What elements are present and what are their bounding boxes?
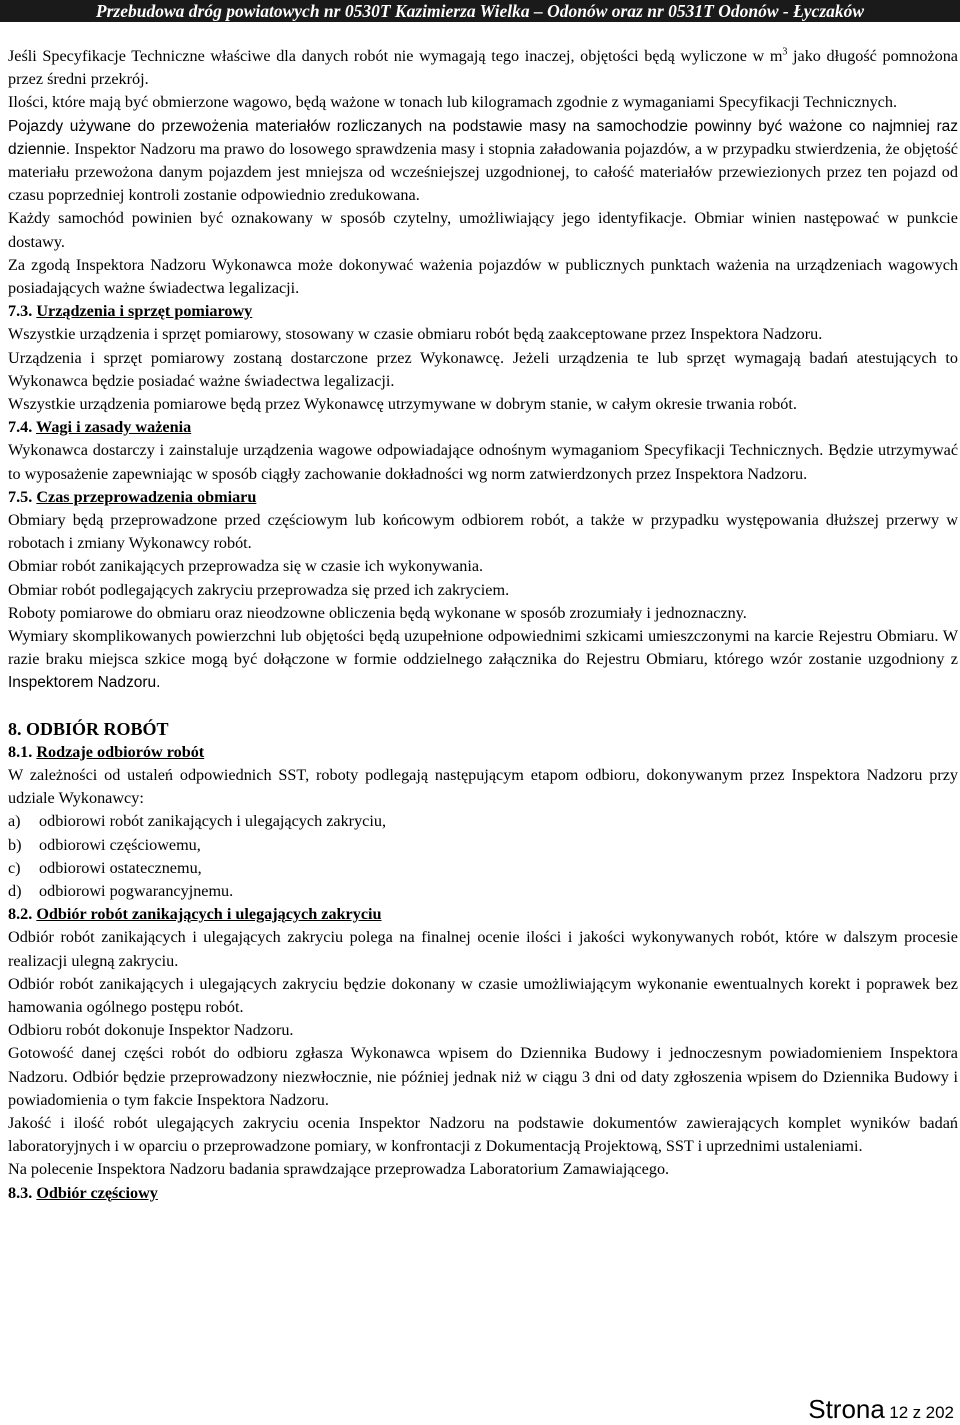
section-heading-7-4: 7.4. Wagi i zasady ważenia bbox=[8, 418, 192, 437]
paragraph: Obmiar robót podlegających zakryciu przeprowadza się przed ich zakryciem. bbox=[8, 580, 510, 599]
paragraph: Odbiór robót zanikających i ulegających zakryciu polega na finalnej ocenie ilości i jakości wykonywanych robót, które w dalszym procesie realizacji ulegną zakryciu. bbox=[8, 928, 958, 970]
section-heading-8-1: 8.1. Rodzaje odbiorów robót bbox=[8, 742, 205, 761]
paragraph: Obmiar robót zanikających przeprowadza się w czasie ich wykonywania. bbox=[8, 557, 484, 576]
paragraph-vehicle-weighing: Pojazdy używane do przewożenia materiałów rozliczanych na podstawie masy na samochodzie powinny być ważone co najmniej raz dziennie. Inspektor Nadzoru ma prawo do losowego sprawdzenia masy i stopnia załadowania pojazdów, a w przypadku stwierdzenia, że objętość materiału przewożona danym pojazdem jest mniejsza od wcześniejszej uzgodnionej, to całość materiałów przewiezionych przez ten pojazd od czasu poprzedniej kontroli zostanie odpowiednio zredukowana. bbox=[8, 117, 958, 205]
paragraph: Gotowość danej części robót do odbioru zgłasza Wykonawca wpisem do Dziennika Budowy i jednoczesnym powiadomieniem Inspektora Nadzoru. Odbiór będzie przeprowadzony niezwłocznie, nie później jednak niż w ciągu 3 dni od daty zgłoszenia wpisem do Dziennika Budowy i powiadomienia o tym fakcie Inspektora Nadzoru. bbox=[8, 1044, 958, 1109]
paragraph: Odbioru robót dokonuje Inspektor Nadzoru. bbox=[8, 1021, 294, 1040]
page-number: Strona 12 z 202 bbox=[808, 1394, 954, 1424]
paragraph-vehicle-marking: Każdy samochód powinien być oznakowany w sposób czytelny, umożliwiający jego identyfikacje. Obmiar winien następować w punkcie dostawy. bbox=[8, 209, 958, 251]
paragraph: Wymiary skomplikowanych powierzchni lub objętości będą uzupełnione odpowiednimi szkicami umieszczonymi na karcie Rejestru Obmiaru. W razie braku miejsca szkice mogą być dołączone w formie oddzielnego załącznika do Rejestru Obmiaru, którego wzór zostanie uzgodniony z Inspektorem Nadzoru. bbox=[8, 627, 958, 692]
paragraph: Urządzenia i sprzęt pomiarowy zostaną dostarczone przez Wykonawcę. Jeżeli urządzenia te lub sprzęt wymagają badań atestujących to Wykonawca będzie posiadać ważne świadectwa legalizacji. bbox=[8, 348, 958, 390]
paragraph: Wszystkie urządzenia i sprzęt pomiarowy, stosowany w czasie obmiaru robót będą zaakceptowane przez Inspektora Nadzoru. bbox=[8, 325, 823, 344]
paragraph: Odbiór robót zanikających i ulegających zakryciu będzie dokonany w czasie umożliwiającym wykonanie ewentualnych korekt i poprawek bez hamowania ogólnego postępu robót. bbox=[8, 974, 958, 1016]
paragraph-volume-calculation: Jeśli Specyfikacje Techniczne właściwe dla danych robót nie wymagają tego inaczej, objętości będą wyliczone w $m^3$ jako długość pomnożona przez średni przekrój. bbox=[8, 46, 958, 89]
paragraph-weighed-quantities: Ilości, które mają być obmierzone wagowo, będą ważone w tonach lub kilogramach zgodnie z wymaganiami Specyfikacji Technicznych. bbox=[8, 93, 898, 112]
paragraph: Na polecenie Inspektora Nadzoru badania sprawdzające przeprowadza Laboratorium Zamawiającego. bbox=[8, 1160, 670, 1179]
section-heading-7-5: 7.5. Czas przeprowadzenia obmiaru bbox=[8, 487, 257, 506]
page-content bbox=[8, 45, 958, 1205]
paragraph-public-weighing: Za zgodą Inspektora Nadzoru Wykonawca może dokonywać ważenia pojazdów w publicznych punktach ważenia na urządzeniach wagowych posiadających ważne świadectwa legalizacji. bbox=[8, 255, 958, 298]
list-item: d) odbiorowi pogwarancyjnemu. bbox=[8, 881, 234, 900]
paragraph: Wykonawca dostarczy i zainstaluje urządzenia wagowe odpowiadające odnośnym wymaganiom Specyfikacji Technicznych. Będzie utrzymywać to wyposażenie zapewniając w sposób ciągły zachowanie dokładności wg norm zatwierdzonych przez Inspektora Nadzoru. bbox=[8, 441, 958, 483]
paragraph: Obmiary będą przeprowadzone przed częściowym lub końcowym odbiorem robót, a także w przypadku występowania dłuższej przerwy w robotach i zmiany Wykonawcy robót. bbox=[8, 511, 958, 553]
paragraph: Jakość i ilość robót ulegających zakryciu ocenia Inspektor Nadzoru na podstawie dokumentów zawierających komplet wyników badań laboratoryjnych i w oparciu o przeprowadzone pomiary, w konfrontacji z Dokumentacją Projektową, SST i uprzednimi ustaleniami. bbox=[8, 1113, 958, 1156]
list-item: b) odbiorowi częściowemu, bbox=[8, 835, 201, 854]
section-heading-7-3: 7.3. Urządzenia i sprzęt pomiarowy bbox=[8, 302, 253, 321]
section-heading-8-2: 8.2. Odbiór robót zanikających i ulegających zakryciu bbox=[8, 905, 382, 924]
paragraph: W zależności od ustaleń odpowiednich SST, roboty podlegają następującym etapom odbioru, dokonywanym przez Inspektora Nadzoru przy udziale Wykonawcy: bbox=[8, 765, 958, 808]
list-item: a) odbiorowi robót zanikających i ulegających zakryciu, bbox=[8, 812, 386, 831]
paragraph: Roboty pomiarowe do obmiaru oraz nieodzowne obliczenia będą wykonane w sposób zrozumiały i jednoznaczny. bbox=[8, 603, 747, 622]
section-heading-8-3: 8.3. Odbiór częściowy bbox=[8, 1183, 158, 1202]
chapter-heading-8: 8. ODBIÓR ROBÓT bbox=[8, 718, 169, 739]
paragraph: Wszystkie urządzenia pomiarowe będą przez Wykonawcę utrzymywane w dobrym stanie, w całym okresie trwania robót. bbox=[8, 395, 797, 414]
document-header: Przebudowa dróg powiatowych nr 0530T Kazimierza Wielka – Odonów oraz nr 0531T Odonów - Łyczaków bbox=[0, 0, 960, 22]
list-item: c) odbiorowi ostatecznemu, bbox=[8, 858, 202, 877]
blank-line bbox=[8, 695, 958, 718]
